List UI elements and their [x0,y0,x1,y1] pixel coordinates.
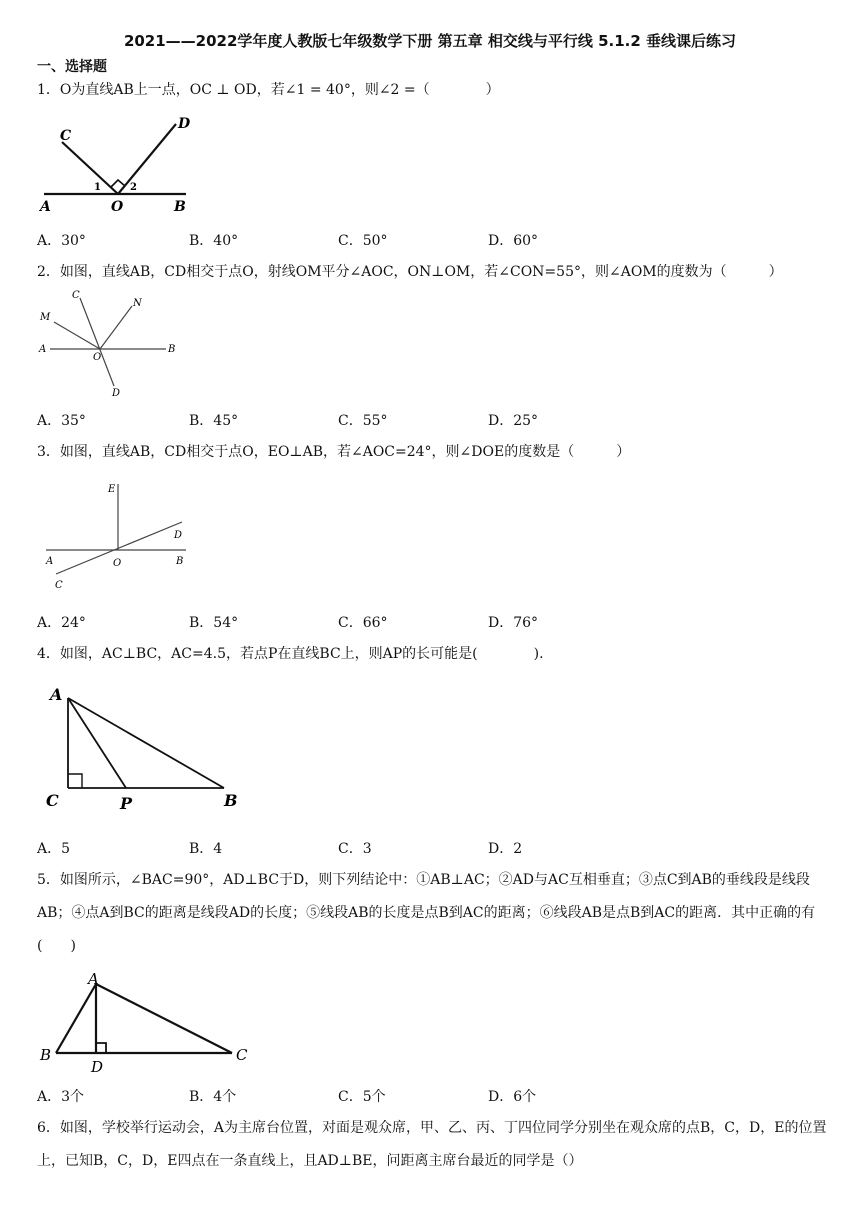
label-d: D [178,116,191,132]
label-b: B [40,1046,52,1064]
q5-option-d[interactable]: D．6个 [488,1089,537,1105]
label-e: E [108,484,116,495]
q5-option-b[interactable]: B．4个 [189,1089,237,1105]
q5-option-a[interactable]: A．3个 [37,1089,85,1105]
segment-ac [96,984,232,1053]
page-title: 2021——2022学年度人教版七年级数学下册 第五章 相交线与平行线 5.1.2 垂线课后练习 [123,32,737,50]
question-1-text: 1．O为直线AB上一点，OC ⊥ OD，若∠1 = 40°，则∠2 =（ ） [37,82,500,98]
label-d: D [174,530,183,541]
right-angle-mark [68,774,82,788]
label-c: C [60,128,72,144]
q2-option-d[interactable]: D．25° [488,413,539,429]
label-c: C [55,580,63,591]
question-4-text: 4．如图，AC⊥BC，AC=4.5，若点P在直线BC上，则AP的长可能是( ). [37,646,544,662]
label-p: P [120,794,133,813]
label-d: D [112,388,121,399]
label-a: A [46,556,54,567]
q3-option-c[interactable]: C．66° [338,615,388,631]
q3-option-d[interactable]: D．76° [488,615,539,631]
label-c: C [46,791,59,810]
label-b: B [168,344,176,355]
question-2-figure [36,288,186,400]
section-heading: 一、选择题 [37,59,107,75]
label-c: C [72,290,80,301]
q4-option-d[interactable]: D．2 [488,841,523,857]
right-angle-mark [96,1043,106,1053]
line-cd [80,298,114,386]
label-a: A [88,970,99,988]
q4-option-a[interactable]: A．5 [37,841,71,857]
label-angle-1: 1 [94,182,101,193]
question-5-text: 5．如图所示，∠BAC=90°，AD⊥BC于D，则下列结论中：①AB⊥AC；②AD与AC互相垂直；③点C到AB的垂线段是线段AB；④点A到BC的距离是线段AD的长度；⑤线段AB的长度是点B到AC的距离；⑥线段AB是点B到AC的距离．其中正确的有( ) [37,872,816,954]
label-n: N [133,298,142,309]
question-6-text: 6．如图，学校举行运动会，A为主席台位置，对面是观众席，甲、乙、丙、丁四位同学分别坐在观众席的点B，C，D，E的位置上，已知B，C，D，E四点在一条直线上，且AD⊥BE，问距离主席台最近的同学是（） [37,1120,827,1169]
q5-option-c[interactable]: C．5个 [338,1089,386,1105]
ray-on [100,306,132,349]
question-4-figure [36,680,246,814]
question-3-figure [36,478,196,598]
ray-oc [62,142,118,194]
q3-option-a[interactable]: A．24° [37,615,86,631]
label-o: O [93,352,102,363]
question-2-text: 2．如图，直线AB，CD相交于点O，射线OM平分∠AOC，ON⊥OM，若∠CON=55°，则∠AOM的度数为（ ） [37,264,783,280]
label-c: C [236,1046,248,1064]
q1-option-b[interactable]: B．40° [189,233,239,249]
q1-option-d[interactable]: D．60° [488,233,539,249]
ray-om [54,322,100,349]
label-a: A [50,685,63,704]
label-angle-2: 2 [130,182,137,193]
question-3-text: 3．如图，直线AB，CD相交于点O，EO⊥AB，若∠AOC=24°，则∠DOE的度数是（ ） [37,444,631,460]
segment-ab [68,698,224,788]
label-b: B [176,556,184,567]
q1-option-a[interactable]: A．30° [37,233,86,249]
label-d: D [91,1058,104,1076]
segment-ab [56,984,96,1053]
ray-od [118,124,176,194]
right-angle-mark [111,180,125,187]
q3-option-b[interactable]: B．54° [189,615,239,631]
question-1-figure [36,112,196,214]
q4-option-b[interactable]: B．4 [189,841,223,857]
label-b: B [224,791,238,810]
label-a: A [40,199,51,214]
question-5-figure [36,968,256,1078]
label-a: A [39,344,47,355]
q2-option-c[interactable]: C．55° [338,413,388,429]
q4-option-c[interactable]: C．3 [338,841,372,857]
label-o: O [113,558,122,569]
label-b: B [174,199,186,214]
q2-option-b[interactable]: B．45° [189,413,239,429]
label-o: O [111,199,124,214]
label-m: M [40,312,51,323]
q2-option-a[interactable]: A．35° [37,413,86,429]
q1-option-c[interactable]: C．50° [338,233,388,249]
